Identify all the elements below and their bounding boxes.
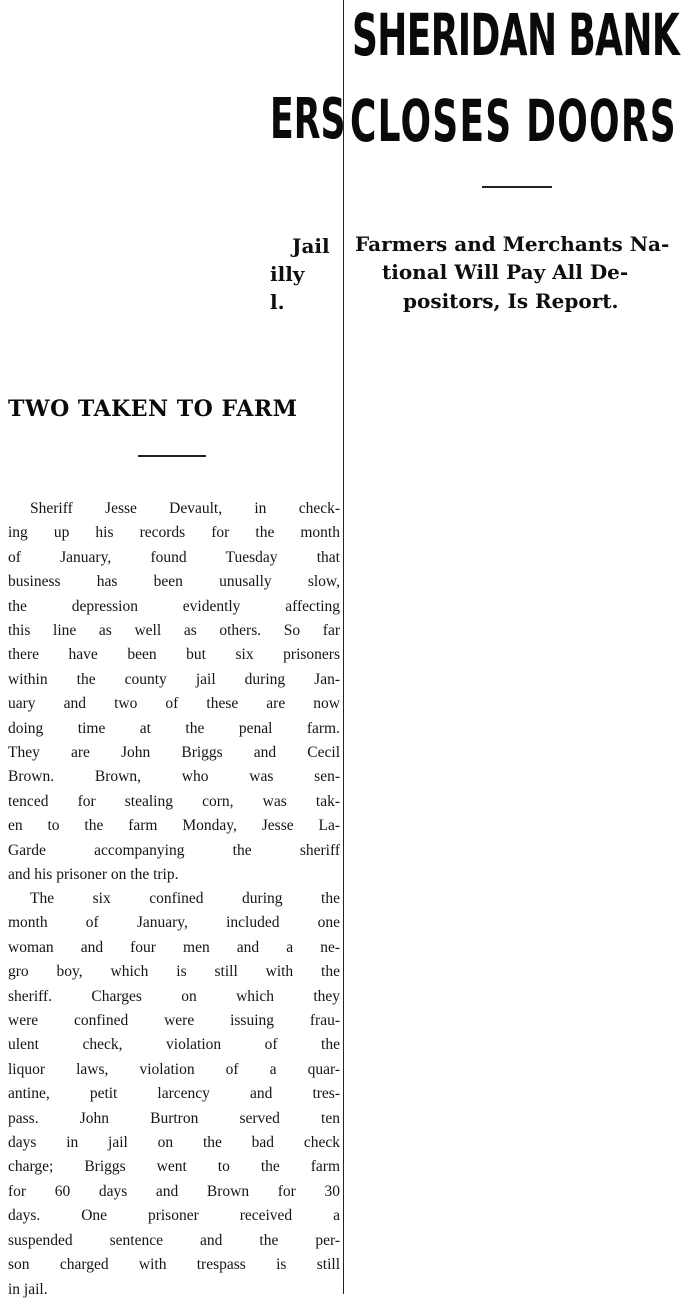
article-line: Sheriff Jesse Devault, in check- <box>30 500 340 517</box>
article-line: for 60 days and Brown for 30 <box>8 1182 340 1200</box>
article-line: antine, petit larcency and tres- <box>8 1085 340 1103</box>
article-line: Brown. Brown, who was sen- <box>8 768 340 786</box>
cropped-headline-fragment: ERS <box>270 87 346 152</box>
article-line: there have been but six prisoners <box>8 646 340 664</box>
article-line: pass. John Burtron served ten <box>8 1109 340 1127</box>
article-line: this line as well as others. So far <box>8 622 340 640</box>
bank-headline-line-1: SHERIDAN BANK <box>352 1 680 69</box>
farm-headline: TWO TAKEN TO FARM <box>8 396 298 422</box>
cropped-deck-line-3: l. <box>270 290 285 314</box>
article-line: business has been unusally slow, <box>8 573 340 591</box>
article-line: Garde accompanying the sheriff <box>8 841 340 859</box>
article-line: woman and four men and a ne- <box>8 938 340 956</box>
article-line: liquor laws, violation of a quar- <box>8 1060 340 1078</box>
article-line: in jail. <box>8 1280 48 1298</box>
article-line: They are John Briggs and Cecil <box>8 744 340 762</box>
cropped-deck-line-2: illy <box>270 262 305 286</box>
article-line: were confined were issuing frau- <box>8 1012 340 1030</box>
article-line: and his prisoner on the trip. <box>8 866 179 884</box>
article-line: gro boy, which is still with the <box>8 963 340 981</box>
article-line: month of January, included one <box>8 914 340 932</box>
article-line: sheriff. Charges on which they <box>8 987 340 1005</box>
article-line: of January, found Tuesday that <box>8 548 340 566</box>
article-line: uary and two of these are now <box>8 695 340 713</box>
article-line: ulent check, violation of the <box>8 1036 340 1054</box>
article-line: days. One prisoner received a <box>8 1207 340 1225</box>
article-line: en to the farm Monday, Jesse La- <box>8 817 340 835</box>
bank-deck-line-1: Farmers and Merchants Na- <box>355 232 670 256</box>
bank-deck-line-2: tional Will Pay All De- <box>382 260 629 284</box>
farm-paragraph-2 <box>8 887 340 1302</box>
article-line: within the county jail during Jan- <box>8 670 340 688</box>
article-line: doing time at the penal farm. <box>8 719 340 737</box>
article-line: days in jail on the bad check <box>8 1134 340 1152</box>
article-line: son charged with trespass is still <box>8 1256 340 1274</box>
bank-deck-line-3: positors, Is Report. <box>403 289 619 313</box>
cropped-deck-line-1: Jail <box>292 234 330 258</box>
article-line: charge; Briggs went to the farm <box>8 1158 340 1176</box>
article-line: suspended sentence and the per- <box>8 1231 340 1249</box>
article-line: the depression evidently affecting <box>8 597 340 615</box>
farm-paragraph-1 <box>8 497 340 888</box>
column-rule <box>343 0 344 1294</box>
bank-headline-line-2: CLOSES DOORS <box>350 87 677 155</box>
bank-headline-rule <box>482 186 552 188</box>
farm-headline-rule <box>138 455 206 457</box>
article-line: The six confined during the <box>30 890 340 907</box>
article-line: ing up his records for the month <box>8 524 340 542</box>
article-line: tenced for stealing corn, was tak- <box>8 792 340 810</box>
